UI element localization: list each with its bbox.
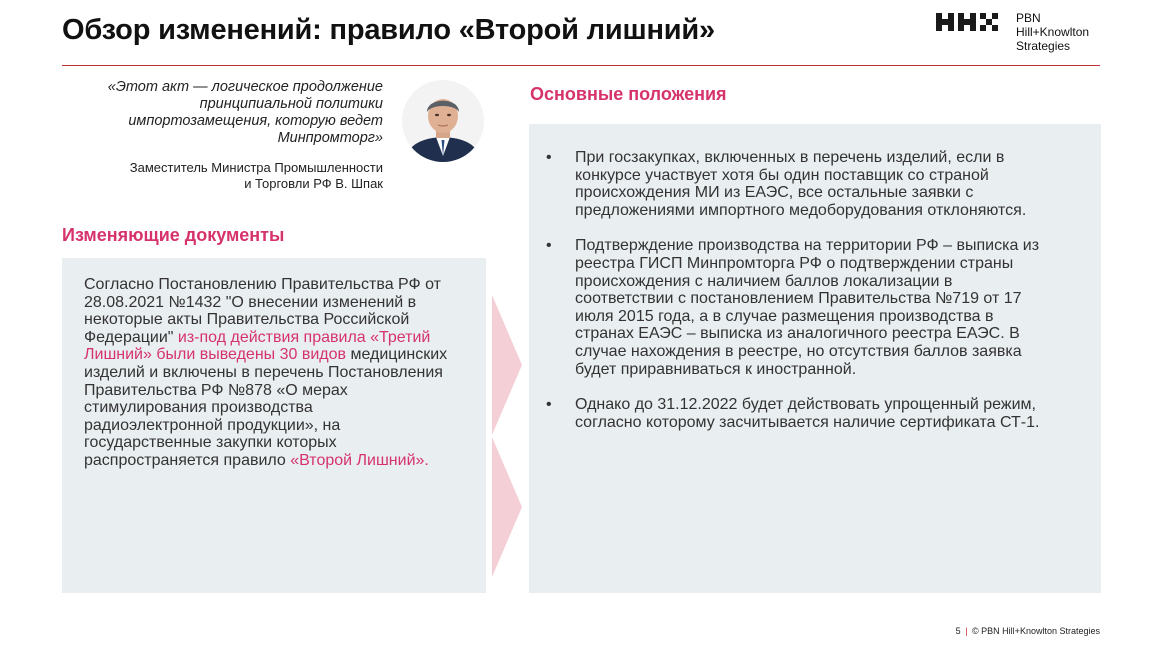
provisions-heading: Основные положения bbox=[530, 84, 727, 104]
portrait-photo-icon bbox=[402, 80, 484, 162]
speaker-portrait bbox=[402, 80, 484, 162]
page-number: 5 bbox=[955, 626, 961, 636]
list-item bbox=[546, 396, 1041, 431]
slide-footer bbox=[956, 626, 1100, 636]
provisions-panel bbox=[529, 124, 1101, 593]
bullet-icon: • bbox=[546, 396, 552, 414]
list-item bbox=[546, 149, 1041, 219]
logo-line-1: PBN bbox=[1016, 11, 1041, 25]
footer-copyright: © PBN Hill+Knowlton Strategies bbox=[972, 626, 1100, 636]
header-divider bbox=[62, 65, 1100, 66]
documents-heading: Изменяющие документы bbox=[62, 225, 285, 245]
documents-highlight-1: из-под действия правила «Третий Лишний» были выведены 30 видов bbox=[84, 328, 431, 364]
quote-author bbox=[90, 160, 383, 192]
provisions-list bbox=[546, 149, 1041, 449]
chevron-right-arrow-icon bbox=[492, 295, 524, 579]
documents-text-part-2: медицинских изделий и включены в перечень Постановления Правительства РФ №878 «О мерах стимулирования производства радиоэлектронной продукции», на государственные закупки которых распространяется правило bbox=[84, 346, 448, 469]
documents-highlight-2: «Второй Лишний». bbox=[290, 451, 429, 469]
list-item-text: Подтверждение производства на территории РФ – выписка из реестра ГИСП Минпромторга РФ о подтверждении страны происхождения с наличием баллов локализации в соответствии с постановлением Правительства №719 от 17 июля 2015 года, а в случае размещения производства в странах ЕАЭС – выписка из аналогичного реестра ЕАЭС. В случае нахождения в реестре, но отсутствия баллов заявка будет приравниваться к иностранной. bbox=[575, 237, 1040, 378]
documents-text-part-1: Согласно Постановлению Правительства РФ от 28.08.2021 №1432 "О внесении изменений в некоторые акты Правительства Российской Федерации" bbox=[84, 276, 442, 346]
list-item-text: При госзакупках, включенных в перечень изделий, если в конкурсе участвует хотя бы один поставщик со страной происхождения МИ из ЕАЭС, все остальные заявки с предложениями импортного медоборудования отклоняются. bbox=[575, 149, 1027, 219]
quote-author-line-2: и Торговли РФ В. Шпак bbox=[244, 176, 383, 191]
bullet-icon: • bbox=[546, 149, 552, 166]
documents-panel bbox=[62, 258, 486, 593]
quote-author-line-1: Заместитель Министра Промышленности bbox=[129, 160, 383, 175]
list-item bbox=[546, 237, 1041, 378]
logo-line-3: Strategies bbox=[1016, 39, 1071, 53]
brand-logo bbox=[936, 11, 1106, 55]
bullet-icon: • bbox=[546, 237, 552, 255]
logo-wordmark bbox=[1016, 11, 1089, 53]
minister-quote: «Этот акт — логическое продолжение принципиальной политики импортозамещения, которую ведет Минпромторг» bbox=[107, 79, 383, 146]
documents-text bbox=[84, 276, 456, 470]
list-item-text: Однако до 31.12.2022 будет действовать упрощенный режим, согласно которому засчитывается наличие сертификата СТ-1. bbox=[575, 396, 1040, 431]
logo-mark-icon bbox=[936, 13, 1008, 37]
footer-separator: | bbox=[965, 626, 968, 636]
slide-title: Обзор изменений: правило «Второй лишний» bbox=[62, 14, 715, 46]
logo-line-2: Hill+Knowlton bbox=[1016, 25, 1090, 39]
